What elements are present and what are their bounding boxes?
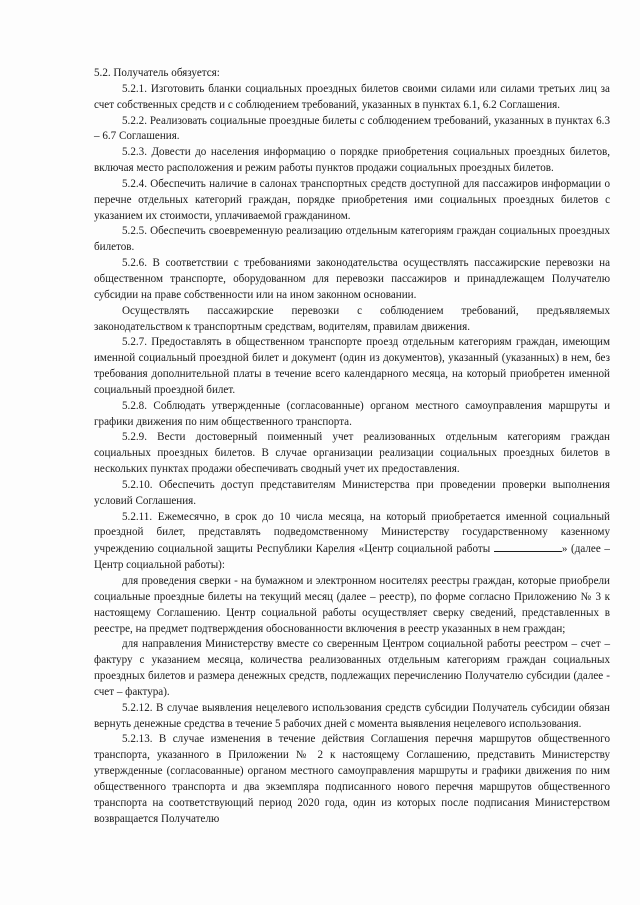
paragraph-5-2-6: 5.2.6. В соответствии с требованиями законодательства осуществлять пассажирские перевозки на общественном транспорте, оборудованном для перевозки пассажиров и принадлежащем Получателю субсидии на праве собственности или на ином законном основании. [94,257,610,301]
paragraph-5-2-8: 5.2.8. Соблюдать утвержденные (согласованные) органом местного самоуправления маршруты и графики движения по ним общественного транспорта. [94,399,610,428]
paragraph-5-2-7: 5.2.7. Предоставлять в общественном транспорте проезд отдельным категориям граждан, имеющим именной социальный проездной билет и документ (один из документов), указанный (указанных) в нем, без требования дополнительной платы в течение всего календарного месяца, на который приобретен именной социальный проездной билет. [94,336,610,396]
fill-in-blank [494,541,562,552]
paragraph-5-2-11-start: 5.2.11. Ежемесячно, в срок до 10 числа месяца, на который приобретается именной социальный проездной билет, представлять подведомственному Министерству государственному казенному учреждению социальной защиты Республики Карелия «Центр социальной работы [94,510,610,556]
paragraph-5-2-13: 5.2.13. В случае изменения в течение действия Соглашения перечня маршрутов общественного транспорта, указанного в Приложении № 2 к настоящему Соглашению, представить Министерству утвержденные (согласованные) органом местного самоуправления маршруты и графики движения по ним общественного транспорта и два экземпляра подписанного нового перечня маршрутов общественного транспорта на соответствующий период 2020 года, один из которых после подписания Министерством возвращается Получателю [94,733,610,825]
paragraph-5-2-6-cont: Осуществлять пассажирские перевозки с соблюдением требований, предъявляемых законодательством к транспортным средствам, водителям, правилам движения. [94,304,610,333]
paragraph-5-2-5: 5.2.5. Обеспечить своевременную реализацию отдельным категориям граждан социальных проездных билетов. [94,225,610,254]
paragraph-invoice: для направления Министерству вместе со сверенным Центром социальной работы реестром – счет – фактуру с указанием месяца, количества реализованных отдельным категориям граждан социальных проездных билетов и размера денежных средств, подлежащих перечислению Получателю субсидии (далее - счет – фактура). [94,638,610,698]
paragraph-5-2-4: 5.2.4. Обеспечить наличие в салонах транспортных средств доступной для пассажиров информации о перечне отдельных категорий граждан, порядке приобретения ими социальных проездных билетов с указанием их стоимости, уплачиваемой гражданином. [94,177,610,222]
section-heading: 5.2. Получатель обязуется: [94,67,220,79]
paragraph-5-2-2: 5.2.2. Реализовать социальные проездные билеты с соблюдением требований, указанных в пунктах 6.3 – 6.7 Соглашения. [94,114,610,143]
paragraph-5-2-11 [94,510,610,574]
paragraph-5-2-12: 5.2.12. В случае выявления нецелевого использования средств субсидии Получатель субсидии обязан вернуть денежные средства в течение 5 рабочих дней с момента выявления нецелевого использования. [94,701,610,730]
paragraph-5-2-9: 5.2.9. Вести достоверный поименный учет реализованных отдельным категориям граждан социальных проездных билетов. В случае организации реализации социальных проездных билетов в нескольких пунктах продажи обеспечивать сводный учет их предоставления. [94,431,610,476]
document-body [94,66,610,828]
paragraph-5-2-1: 5.2.1. Изготовить бланки социальных проездных билетов своими силами или силами третьих лиц за счет собственных средств и с соблюдением требований, указанных в пунктах 6.1, 6.2 Соглашения. [94,82,610,111]
paragraph-5-2-11-end: » (далее – Центр социальной работы): [94,543,610,572]
paragraph-reconciliation: для проведения сверки - на бумажном и электронном носителях реестры граждан, которые приобрели социальные проездные билеты на текущий месяц (далее – реестр), по форме согласно Приложению № 3 к настоящему Соглашению. Центр социальной работы осуществляет сверку сведений, представленных в реестре, на предмет подтверждения обоснованности включения в реестр указанных в нем граждан; [94,575,610,635]
paragraph-5-2-3: 5.2.3. Довести до населения информацию о порядке приобретения социальных проездных билетов, включая место расположения и режим работы пунктов продажи социальных проездных билетов. [94,146,610,175]
paragraph-5-2-10: 5.2.10. Обеспечить доступ представителям Министерства при проведении проверки выполнения условий Соглашения. [94,478,610,507]
